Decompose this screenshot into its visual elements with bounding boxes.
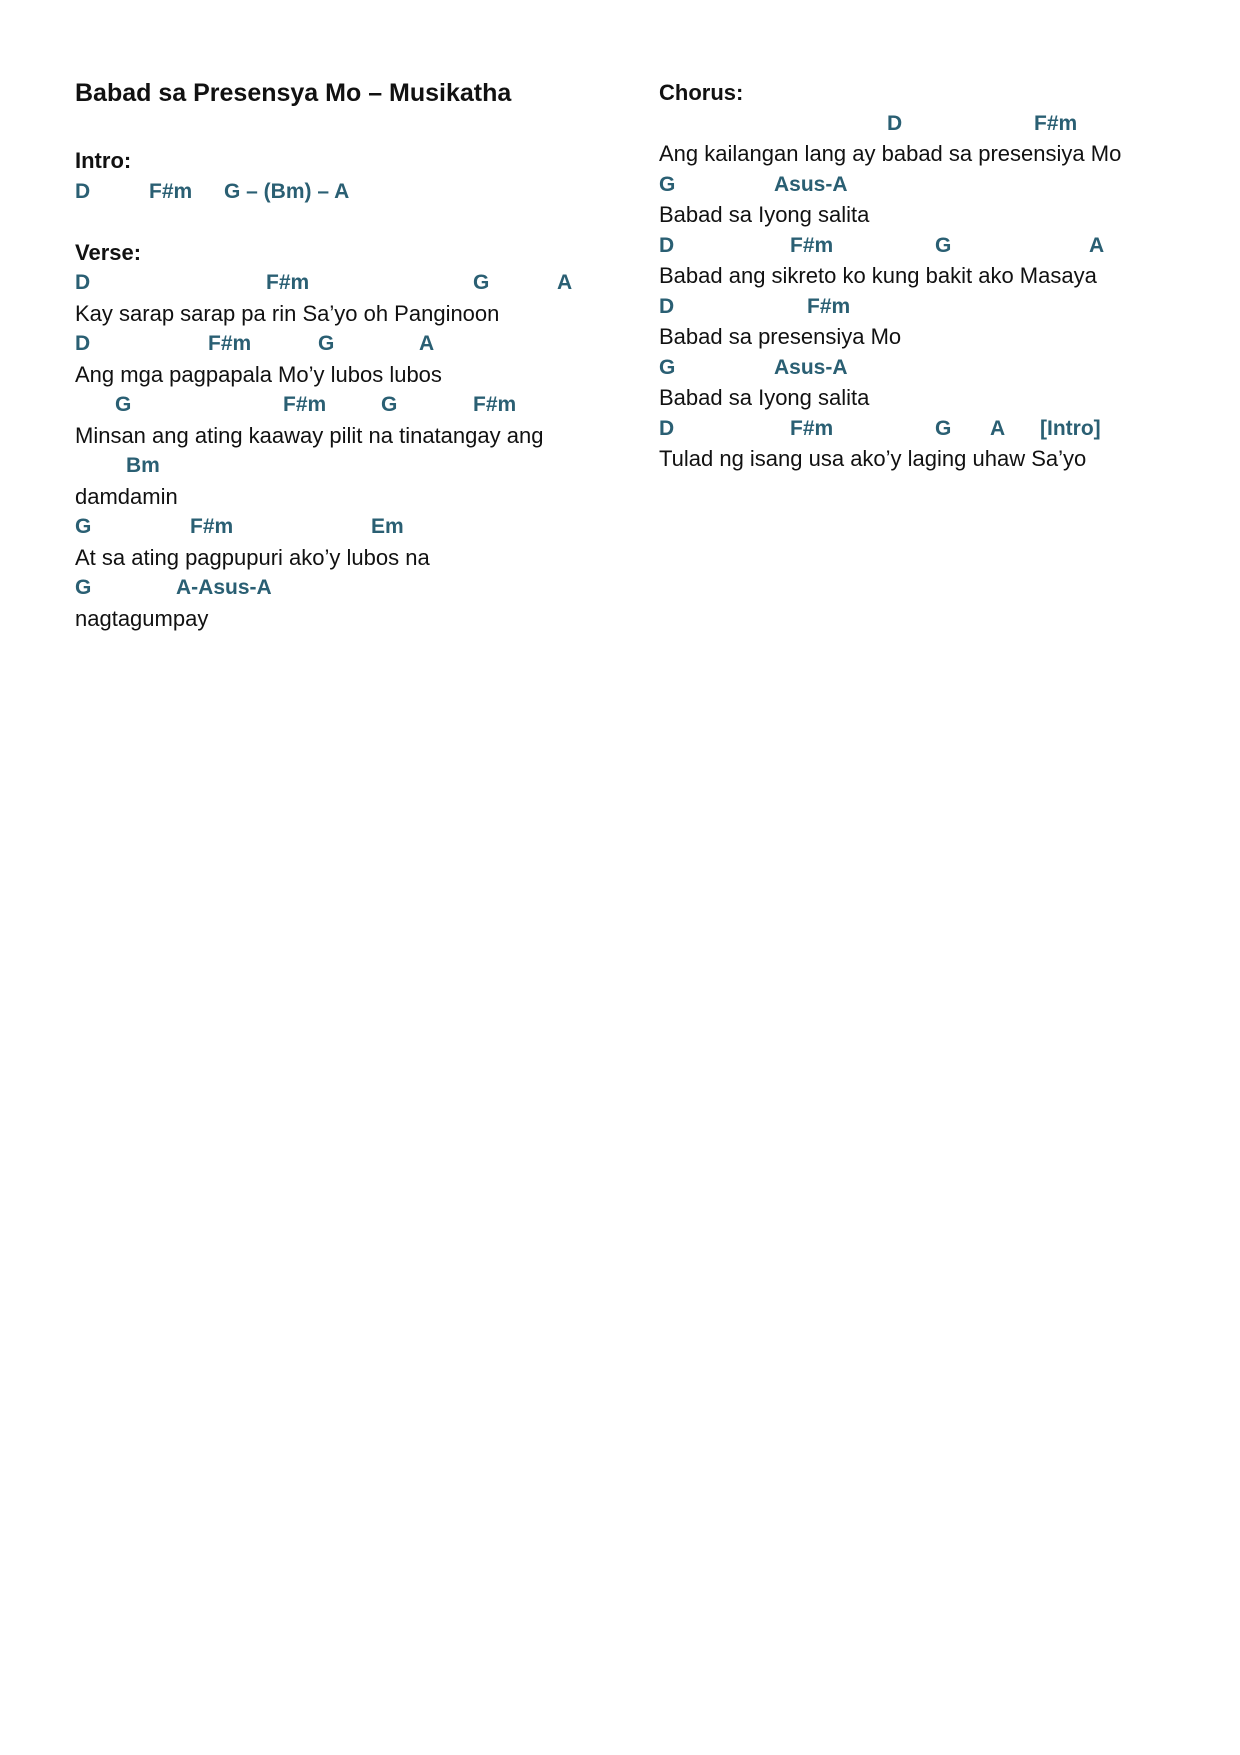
verse-lyric-line: Minsan ang ating kaaway pilit na tinatangay ang (75, 422, 544, 448)
chord: F#m (266, 271, 310, 294)
chord: G (75, 576, 92, 599)
chord: Em (371, 515, 404, 538)
chord: G (381, 393, 398, 416)
verse-chord-line (75, 512, 615, 543)
verse-lyric-line: nagtagumpay (75, 605, 209, 631)
verse-lyric-line: Kay sarap sarap pa rin Sa’yo oh Panginoon (75, 300, 500, 326)
intro-chord-line (75, 177, 615, 208)
chord: D (75, 271, 91, 294)
chord: Asus-A (774, 355, 848, 379)
chorus-chord-line (659, 170, 1199, 201)
chord: A-Asus-A (176, 576, 272, 599)
chorus-chord-line (659, 353, 1199, 384)
verse-lyric-line: At sa ating pagpupuri ako’y lubos na (75, 544, 430, 570)
chord: D (659, 294, 675, 318)
chord: G (935, 233, 952, 257)
chord: F#m (807, 294, 851, 318)
chord: F#m (283, 393, 327, 416)
chord: F#m (790, 416, 834, 440)
left-column (75, 78, 615, 634)
verse-chord-line (75, 451, 615, 482)
chorus-lyric-line: Ang kailangan lang ay babad sa presensiya Mo (659, 141, 1122, 166)
chord: F#m (149, 179, 193, 203)
chord: G (115, 393, 132, 416)
right-column (659, 78, 1199, 475)
verse-chord-line (75, 329, 615, 360)
chorus-chord-line (659, 414, 1199, 445)
chord: F#m (790, 233, 834, 257)
verse-chord-line (75, 573, 615, 604)
chord: Asus-A (774, 172, 848, 196)
chord: A (557, 271, 573, 294)
chord: [Intro] (1040, 416, 1101, 440)
chord: Bm (126, 454, 160, 477)
chord: G (318, 332, 335, 355)
chord: F#m (190, 515, 234, 538)
chord: F#m (473, 393, 517, 416)
chord: F#m (1034, 111, 1078, 135)
chord: D (887, 111, 903, 135)
chord: D (75, 332, 91, 355)
verse-chord-line (75, 268, 615, 299)
verse-label: Verse: (75, 239, 142, 265)
chord: A (990, 416, 1006, 440)
chord: G (659, 355, 676, 379)
chorus-lyric-line: Babad sa Iyong salita (659, 385, 870, 410)
song-title: Babad sa Presensya Mo – Musikatha (75, 79, 512, 107)
verse-lyric-line: damdamin (75, 483, 178, 509)
chorus-label: Chorus: (659, 80, 744, 105)
chorus-lyric-line: Tulad ng isang usa ako’y laging uhaw Sa’yo (659, 446, 1087, 471)
verse-lyric-line: Ang mga pagpapala Mo’y lubos lubos (75, 361, 442, 387)
chord: F#m (208, 332, 252, 355)
chorus-lyric-line: Babad sa Iyong salita (659, 202, 870, 227)
chorus-chord-line (659, 292, 1199, 323)
chorus-lyric-line: Babad ang sikreto ko kung bakit ako Masaya (659, 263, 1097, 288)
chord: G (473, 271, 490, 294)
chord: A (1089, 233, 1105, 257)
chord: D (659, 416, 675, 440)
chord: D (75, 179, 91, 203)
chorus-lyric-line: Babad sa presensiya Mo (659, 324, 902, 349)
verse-chord-line (75, 390, 615, 421)
intro-label: Intro: (75, 148, 132, 173)
chorus-chord-line (659, 109, 1199, 140)
chord: D (659, 233, 675, 257)
chord: G (935, 416, 952, 440)
chord: A (419, 332, 435, 355)
chord: G (75, 515, 92, 538)
chord: G – (Bm) – A (224, 179, 350, 203)
chorus-chord-line (659, 231, 1199, 262)
chord: G (659, 172, 676, 196)
